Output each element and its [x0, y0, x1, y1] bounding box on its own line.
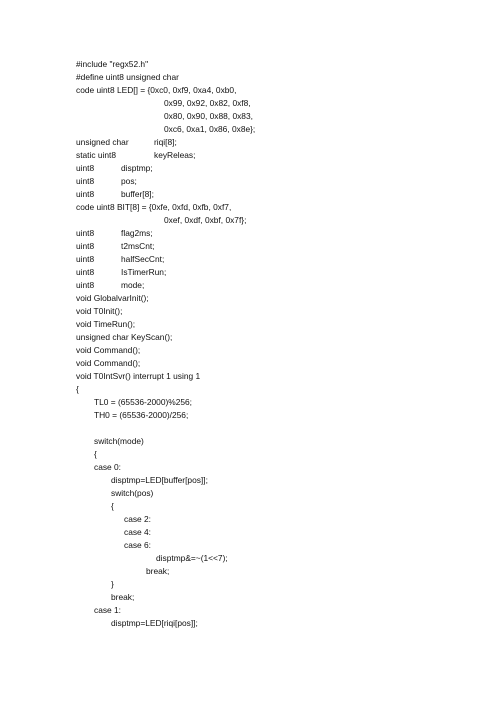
- code-text: unsigned char: [76, 137, 129, 147]
- code-text: case 4:: [124, 527, 152, 537]
- code-line: [0, 58, 500, 71]
- code-line: [0, 344, 500, 357]
- code-text: break;: [146, 566, 170, 576]
- code-line: [0, 604, 500, 617]
- code-line: [0, 149, 500, 162]
- code-text: 0x99, 0x92, 0x82, 0xf8,: [164, 98, 251, 108]
- code-line: [0, 84, 500, 97]
- code-text: case 6:: [124, 540, 152, 550]
- code-line: [0, 279, 500, 292]
- code-text: void Command();: [76, 358, 141, 368]
- code-line: [0, 318, 500, 331]
- code-text: case 2:: [124, 514, 152, 524]
- code-text: unsigned char KeyScan();: [76, 332, 173, 342]
- code-text: pos;: [121, 176, 137, 186]
- code-text: keyReleas;: [154, 150, 196, 160]
- code-text: mode;: [121, 280, 145, 290]
- code-line: [0, 422, 500, 435]
- code-line: [0, 539, 500, 552]
- code-line: [0, 175, 500, 188]
- code-text: void T0IntSvr() interrupt 1 using 1: [76, 371, 201, 381]
- code-text: 0x80, 0x90, 0x88, 0x83,: [164, 111, 253, 121]
- code-line: [0, 357, 500, 370]
- code-text: disptmp;: [121, 163, 153, 173]
- code-text: case 1:: [94, 605, 122, 615]
- code-line: [0, 526, 500, 539]
- code-line: [0, 97, 500, 110]
- code-line: [0, 331, 500, 344]
- code-line: [0, 448, 500, 461]
- code-text: void Command();: [76, 345, 141, 355]
- code-text: {: [76, 384, 79, 394]
- code-text: t2msCnt;: [121, 241, 155, 251]
- code-text: break;: [111, 592, 135, 602]
- code-text: switch(mode): [94, 436, 144, 446]
- code-line: [0, 591, 500, 604]
- code-text: uint8: [76, 241, 95, 251]
- code-line: [0, 188, 500, 201]
- code-line: [0, 565, 500, 578]
- code-line: [0, 370, 500, 383]
- code-text: disptmp=LED[buffer[pos]];: [111, 475, 208, 485]
- code-line: [0, 214, 500, 227]
- code-line: [0, 110, 500, 123]
- code-text: TL0 = (65536-2000)%256;: [94, 397, 193, 407]
- code-text: IsTimerRun;: [121, 267, 167, 277]
- code-line: [0, 513, 500, 526]
- code-text: flag2ms;: [121, 228, 153, 238]
- code-line: [0, 136, 500, 149]
- code-text: uint8: [76, 163, 95, 173]
- code-line: [0, 487, 500, 500]
- code-line: [0, 123, 500, 136]
- code-text: disptmp&=~(1<<7);: [156, 553, 228, 563]
- code-line: [0, 461, 500, 474]
- code-line: [0, 240, 500, 253]
- code-line: [0, 266, 500, 279]
- code-text: void T0Init();: [76, 306, 123, 316]
- code-line: [0, 292, 500, 305]
- code-line: [0, 617, 500, 630]
- code-text: uint8: [76, 176, 95, 186]
- code-text: void TimeRun();: [76, 319, 136, 329]
- code-text: #include "regx52.h": [76, 59, 149, 69]
- code-text: code uint8 BIT[8] = {0xfe, 0xfd, 0xfb, 0xf7,: [76, 202, 232, 212]
- code-text: void GlobalvarInit();: [76, 293, 149, 303]
- code-text: halfSecCnt;: [121, 254, 165, 264]
- code-text: static uint8: [76, 150, 117, 160]
- code-line: [0, 396, 500, 409]
- code-line: [0, 383, 500, 396]
- code-text: #define uint8 unsigned char: [76, 72, 179, 82]
- code-text: code uint8 LED[] = {0xc0, 0xf9, 0xa4, 0xb0,: [76, 85, 237, 95]
- code-line: [0, 305, 500, 318]
- code-text: uint8: [76, 189, 95, 199]
- code-text: uint8: [76, 254, 95, 264]
- code-text: case 0:: [94, 462, 122, 472]
- code-text: {: [111, 501, 114, 511]
- code-line: [0, 71, 500, 84]
- code-line: [0, 474, 500, 487]
- code-text: riqi[8];: [154, 137, 177, 147]
- code-line: [0, 500, 500, 513]
- code-text: uint8: [76, 267, 95, 277]
- code-line: [0, 227, 500, 240]
- code-text: }: [111, 579, 114, 589]
- code-text: uint8: [76, 228, 95, 238]
- code-text: disptmp=LED[riqi[pos]];: [111, 618, 198, 628]
- code-text: 0xc6, 0xa1, 0x86, 0x8e};: [164, 124, 256, 134]
- code-text: {: [94, 449, 97, 459]
- code-line: [0, 253, 500, 266]
- code-line: [0, 409, 500, 422]
- code-line: [0, 162, 500, 175]
- code-line: [0, 552, 500, 565]
- code-text: switch(pos): [111, 488, 154, 498]
- code-text: 0xef, 0xdf, 0xbf, 0x7f};: [164, 215, 247, 225]
- code-line: [0, 578, 500, 591]
- code-text: TH0 = (65536-2000)/256;: [94, 410, 189, 420]
- code-line: [0, 201, 500, 214]
- code-text: uint8: [76, 280, 95, 290]
- code-text: buffer[8];: [121, 189, 154, 199]
- code-line: [0, 435, 500, 448]
- code-document: [0, 58, 500, 630]
